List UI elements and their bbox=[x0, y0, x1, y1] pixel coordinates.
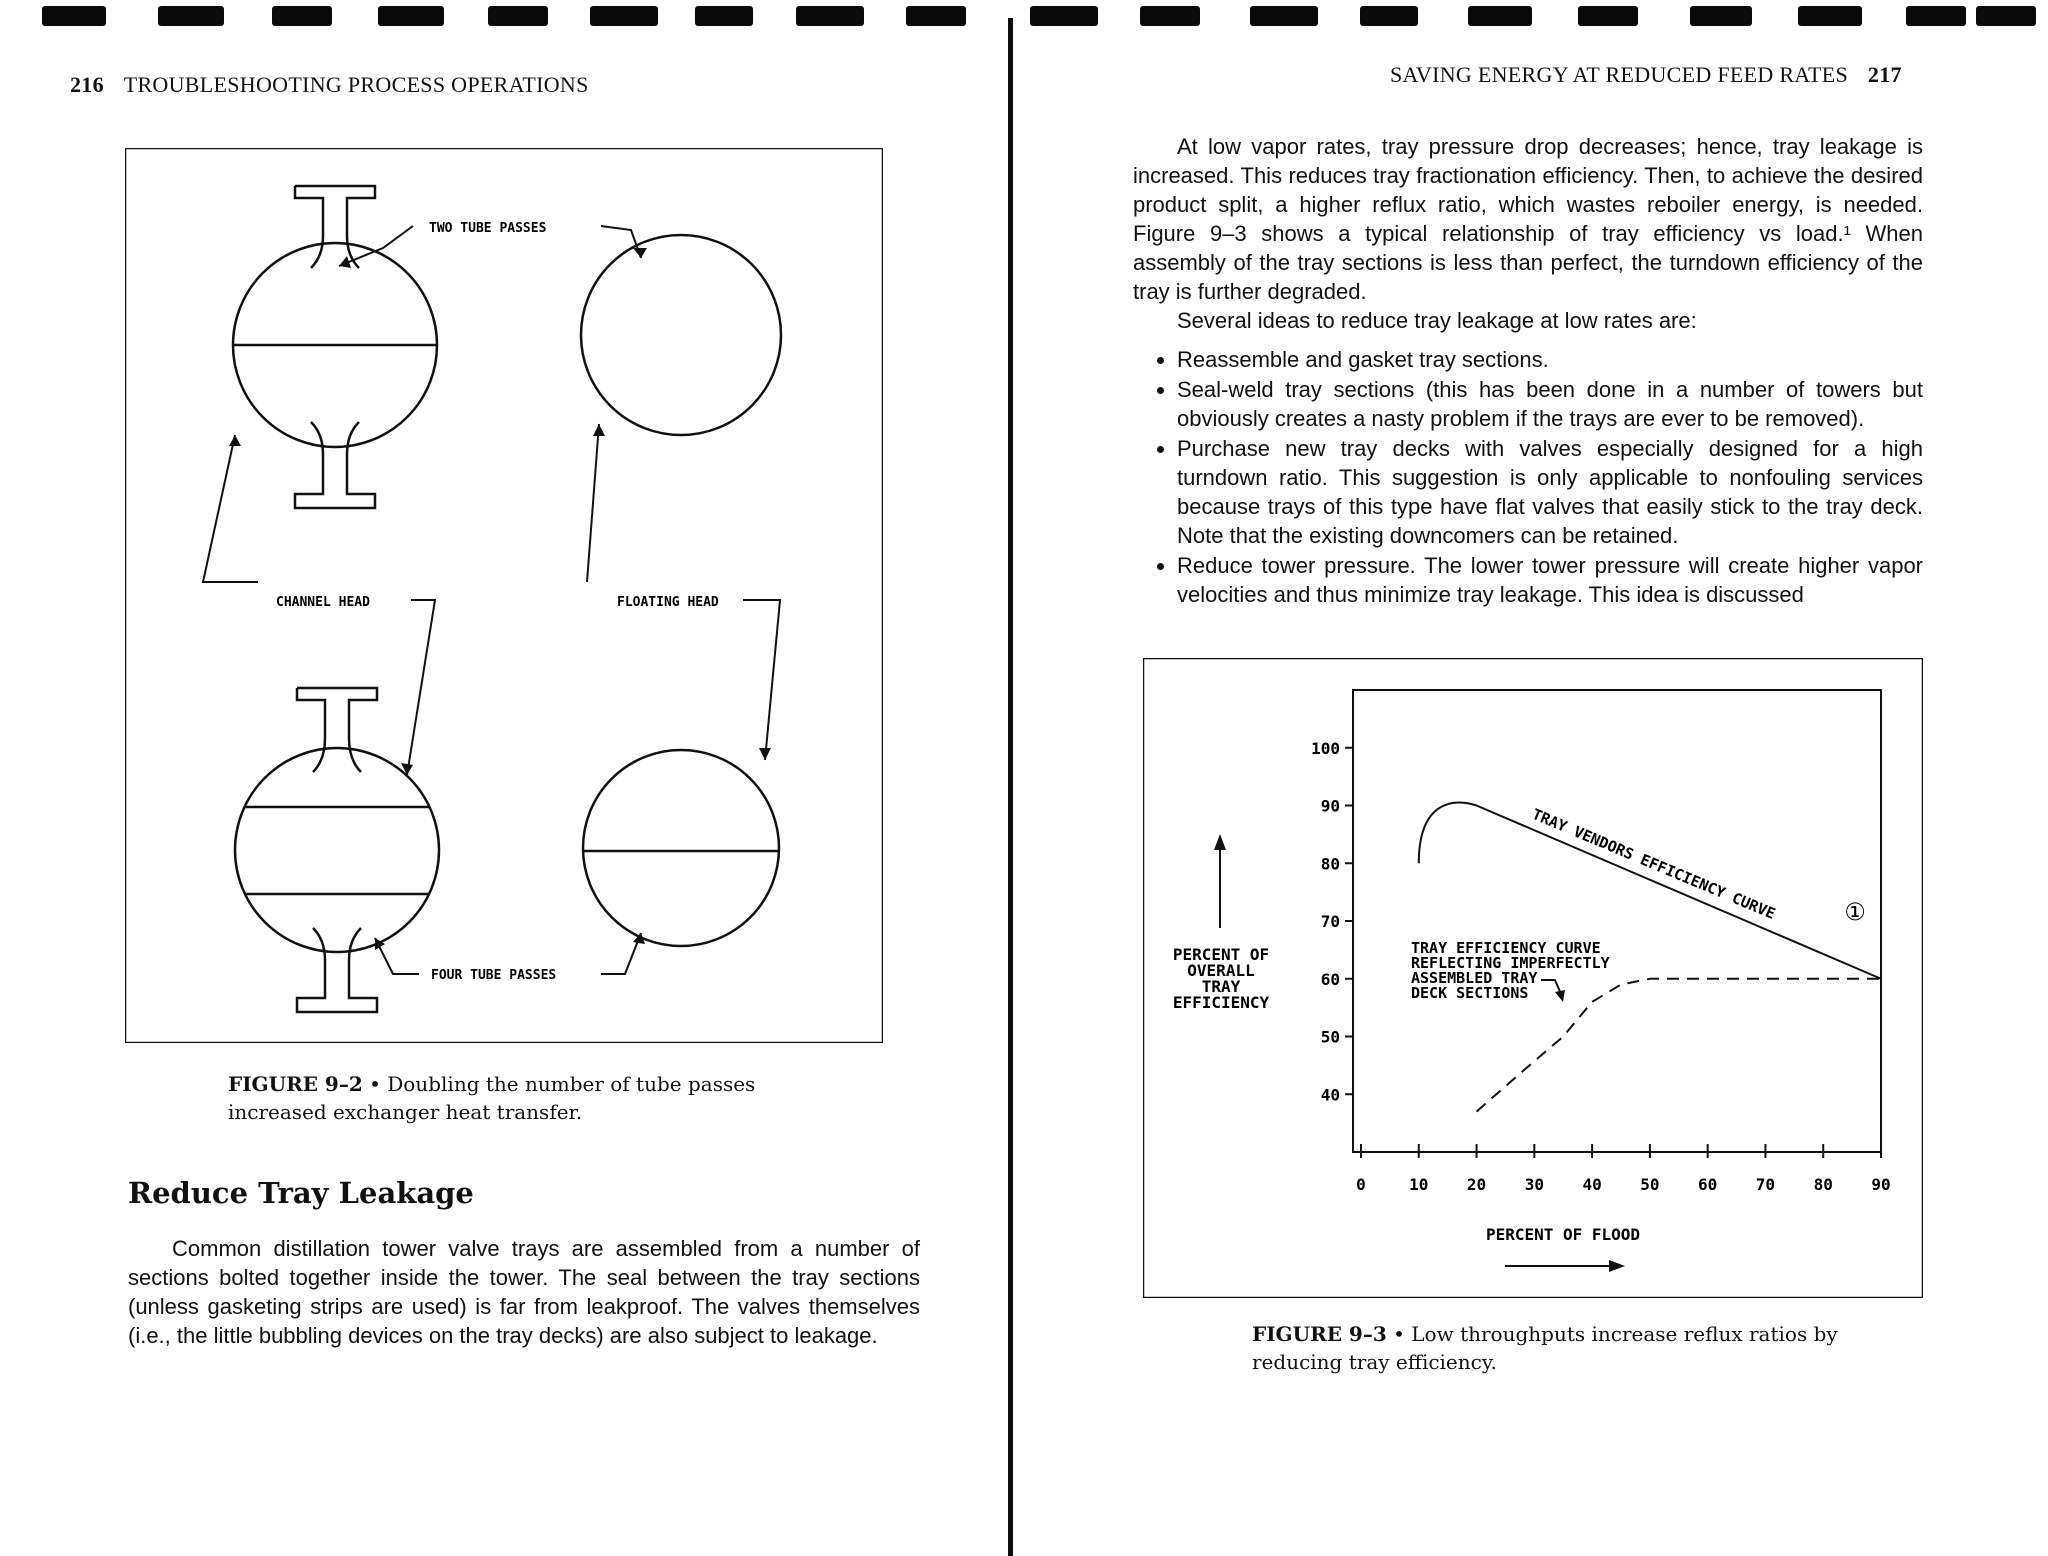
leaky-curve-label-line: ASSEMBLED TRAY bbox=[1411, 969, 1538, 987]
four-pass-channel-head bbox=[235, 688, 439, 1012]
y-tick-label: 80 bbox=[1320, 854, 1340, 874]
y-tick-label: 90 bbox=[1320, 796, 1340, 816]
y-axis-label-line: EFFICIENCY bbox=[1172, 993, 1270, 1012]
head-shell bbox=[583, 750, 779, 946]
vendor-curve-label bbox=[1529, 805, 1778, 923]
top-nozzle bbox=[295, 186, 323, 268]
two-pass-leader-right bbox=[601, 226, 641, 258]
y-tick-label: 40 bbox=[1320, 1085, 1340, 1105]
channel-head-leader-2 bbox=[407, 600, 435, 775]
x-tick-label: 70 bbox=[1755, 1175, 1776, 1194]
binding-hole bbox=[1976, 6, 2036, 26]
plot-area bbox=[1353, 690, 1881, 1152]
x-axis-arrow-head bbox=[1609, 1260, 1625, 1272]
arrowhead bbox=[593, 424, 605, 436]
leaky-curve-label-line: DECK SECTIONS bbox=[1411, 984, 1529, 1002]
floating-head-leader-2 bbox=[743, 600, 780, 760]
y-tick-label: 70 bbox=[1320, 912, 1340, 931]
leakage-ideas-list bbox=[1133, 345, 1923, 609]
binding-hole bbox=[1030, 6, 1098, 26]
x-tick-label: 50 bbox=[1640, 1175, 1660, 1194]
right-paragraph-1: At low vapor rates, tray pressure drop decreases; hence, tray leakage is increased. This reduces tray fractionation efficiency. Then, to achieve the desired product split, a higher reflux ratio, which wastes reboiler energy, is needed. Figure 9–3 shows a typical relationship of tray efficiency vs load.¹ When assembly of the tray sections is less than perfect, the turndown efficiency of the tray is further degraded. bbox=[1133, 134, 1923, 304]
label-four-tube-passes: FOUR TUBE PASSES bbox=[431, 968, 557, 983]
x-tick-label: 40 bbox=[1582, 1175, 1602, 1194]
binding-hole bbox=[796, 6, 864, 26]
arrowhead bbox=[759, 748, 771, 760]
right-page-number: 217 bbox=[1867, 62, 1902, 87]
x-tick-label: 90 bbox=[1871, 1175, 1891, 1194]
y-tick-label: 50 bbox=[1320, 1027, 1340, 1047]
y-axis bbox=[1311, 739, 1353, 1105]
tray-efficiency-chart bbox=[1143, 658, 1923, 1298]
right-paragraph-2: Several ideas to reduce tray leakage at low rates are: bbox=[1177, 308, 1697, 333]
x-tick-label: 0 bbox=[1356, 1175, 1366, 1194]
list-item: • Purchase new tray decks with valves especially designed for a high turndown ratio. This suggestion is only applicable to nonfouling services because trays of this type have flat valves that easily stick to the tray deck. Note that the existing downcomers can be retained. bbox=[1177, 434, 1923, 550]
four-pass-floating-head bbox=[583, 750, 779, 946]
two-pass-leader-left bbox=[339, 226, 413, 266]
label-channel-head: CHANNEL HEAD bbox=[276, 595, 370, 610]
binding-hole bbox=[1906, 6, 1966, 26]
binding-hole bbox=[488, 6, 548, 26]
circled-marker: ① bbox=[1844, 898, 1866, 926]
list-item: • Reassemble and gasket tray sections. bbox=[1177, 345, 1923, 374]
spiral-binding bbox=[0, 0, 2048, 30]
leaky-label-arrowhead bbox=[1555, 990, 1565, 1002]
right-running-head-title: SAVING ENERGY AT REDUCED FEED RATES bbox=[1390, 62, 1849, 87]
left-page-number: 216 bbox=[70, 72, 104, 97]
binding-hole bbox=[1140, 6, 1200, 26]
caption-label: FIGURE 9–2 bbox=[228, 1072, 363, 1096]
binding-hole bbox=[695, 6, 753, 26]
figure-frame bbox=[125, 148, 883, 1043]
list-item: • Seal-weld tray sections (this has been done in a number of towers but obviously creates a nasty problem if the trays are ever to be removed). bbox=[1177, 375, 1923, 433]
label-floating-head: FLOATING HEAD bbox=[617, 595, 719, 610]
y-axis-label-line: PERCENT OF bbox=[1172, 945, 1270, 964]
two-pass-floating-head bbox=[581, 235, 781, 435]
binding-hole bbox=[906, 6, 966, 26]
left-running-head bbox=[70, 72, 589, 98]
binding-hole bbox=[1798, 6, 1862, 26]
top-nozzle bbox=[297, 688, 325, 772]
label-two-tube-passes: TWO TUBE PASSES bbox=[429, 221, 547, 236]
figure-9-2 bbox=[125, 148, 883, 1043]
bottom-nozzle bbox=[295, 422, 375, 508]
y-axis-label-line: OVERALL bbox=[1187, 961, 1255, 980]
figure-9-3-caption: FIGURE 9–3 • Low throughputs increase reflux ratios by reducing tray efficiency. bbox=[1252, 1322, 1838, 1374]
channel-head-leader-1 bbox=[203, 435, 258, 582]
x-tick-label: 20 bbox=[1466, 1175, 1487, 1194]
four-pass-leader-right bbox=[601, 933, 641, 974]
binding-hole bbox=[42, 6, 106, 26]
list-item: • Reduce tower pressure. The lower tower pressure will create higher vapor velocities and thus minimize tray leakage. This idea is discussed bbox=[1177, 551, 1923, 609]
section-heading: Reduce Tray Leakage bbox=[128, 1176, 474, 1210]
leaky-curve-label-line: REFLECTING IMPERFECTLY bbox=[1411, 954, 1610, 972]
right-running-head bbox=[1390, 62, 1902, 88]
binding-hole bbox=[378, 6, 444, 26]
caption-text: Low throughputs increase reflux ratios by reducing tray efficiency. bbox=[1252, 1322, 1838, 1374]
y-tick-label: 60 bbox=[1320, 969, 1340, 989]
leaky-tray-efficiency-curve bbox=[1477, 979, 1881, 1112]
binding-hole bbox=[590, 6, 658, 26]
binding-hole bbox=[1250, 6, 1318, 26]
binding-hole bbox=[1468, 6, 1532, 26]
x-tick-label: 10 bbox=[1409, 1175, 1429, 1194]
vendor-curve-label-text: TRAY VENDORS EFFICIENCY CURVE bbox=[1529, 805, 1778, 923]
figure-9-3 bbox=[1143, 658, 1923, 1298]
arrowhead bbox=[633, 248, 647, 258]
x-tick-label: 60 bbox=[1698, 1175, 1718, 1194]
binding-hole bbox=[272, 6, 332, 26]
bottom-nozzle bbox=[297, 928, 377, 1012]
two-pass-channel-head bbox=[233, 186, 437, 508]
x-tick-label: 80 bbox=[1813, 1175, 1833, 1194]
leaky-curve-label-line: TRAY EFFICIENCY CURVE bbox=[1411, 939, 1601, 957]
y-axis-label-line: TRAY bbox=[1201, 977, 1241, 996]
binding-hole bbox=[158, 6, 224, 26]
book-spine-gutter bbox=[1008, 18, 1013, 1556]
left-body-paragraph: Common distillation tower valve trays are assembled from a number of sections bolted together inside the tower. The seal between the tray sections (unless gasketing strips are used) is far from leakproof. The valves themselves (i.e., the little bubbling devices on the tray decks) are also subject to leakage. bbox=[128, 1236, 920, 1348]
caption-label: FIGURE 9–3 bbox=[1252, 1322, 1387, 1346]
binding-hole bbox=[1578, 6, 1638, 26]
head-shell bbox=[235, 748, 439, 952]
binding-hole bbox=[1690, 6, 1752, 26]
figure-9-2-caption: FIGURE 9–2 • Doubling the number of tube passes increased exchanger heat transfer. bbox=[228, 1072, 756, 1124]
exchanger-diagram bbox=[125, 148, 883, 1043]
y-tick-label: 100 bbox=[1311, 738, 1340, 758]
y-axis-arrow-head bbox=[1214, 834, 1226, 850]
x-tick-label: 30 bbox=[1524, 1175, 1544, 1194]
right-body-text bbox=[1133, 132, 1923, 610]
binding-hole bbox=[1360, 6, 1418, 26]
caption-text: Doubling the number of tube passes increased exchanger heat transfer. bbox=[228, 1072, 756, 1124]
x-axis-label: PERCENT OF FLOOD bbox=[1485, 1225, 1641, 1244]
arrowhead bbox=[229, 435, 241, 446]
floating-head-leader-1 bbox=[587, 424, 599, 582]
left-running-head-title: TROUBLESHOOTING PROCESS OPERATIONS bbox=[123, 72, 589, 97]
